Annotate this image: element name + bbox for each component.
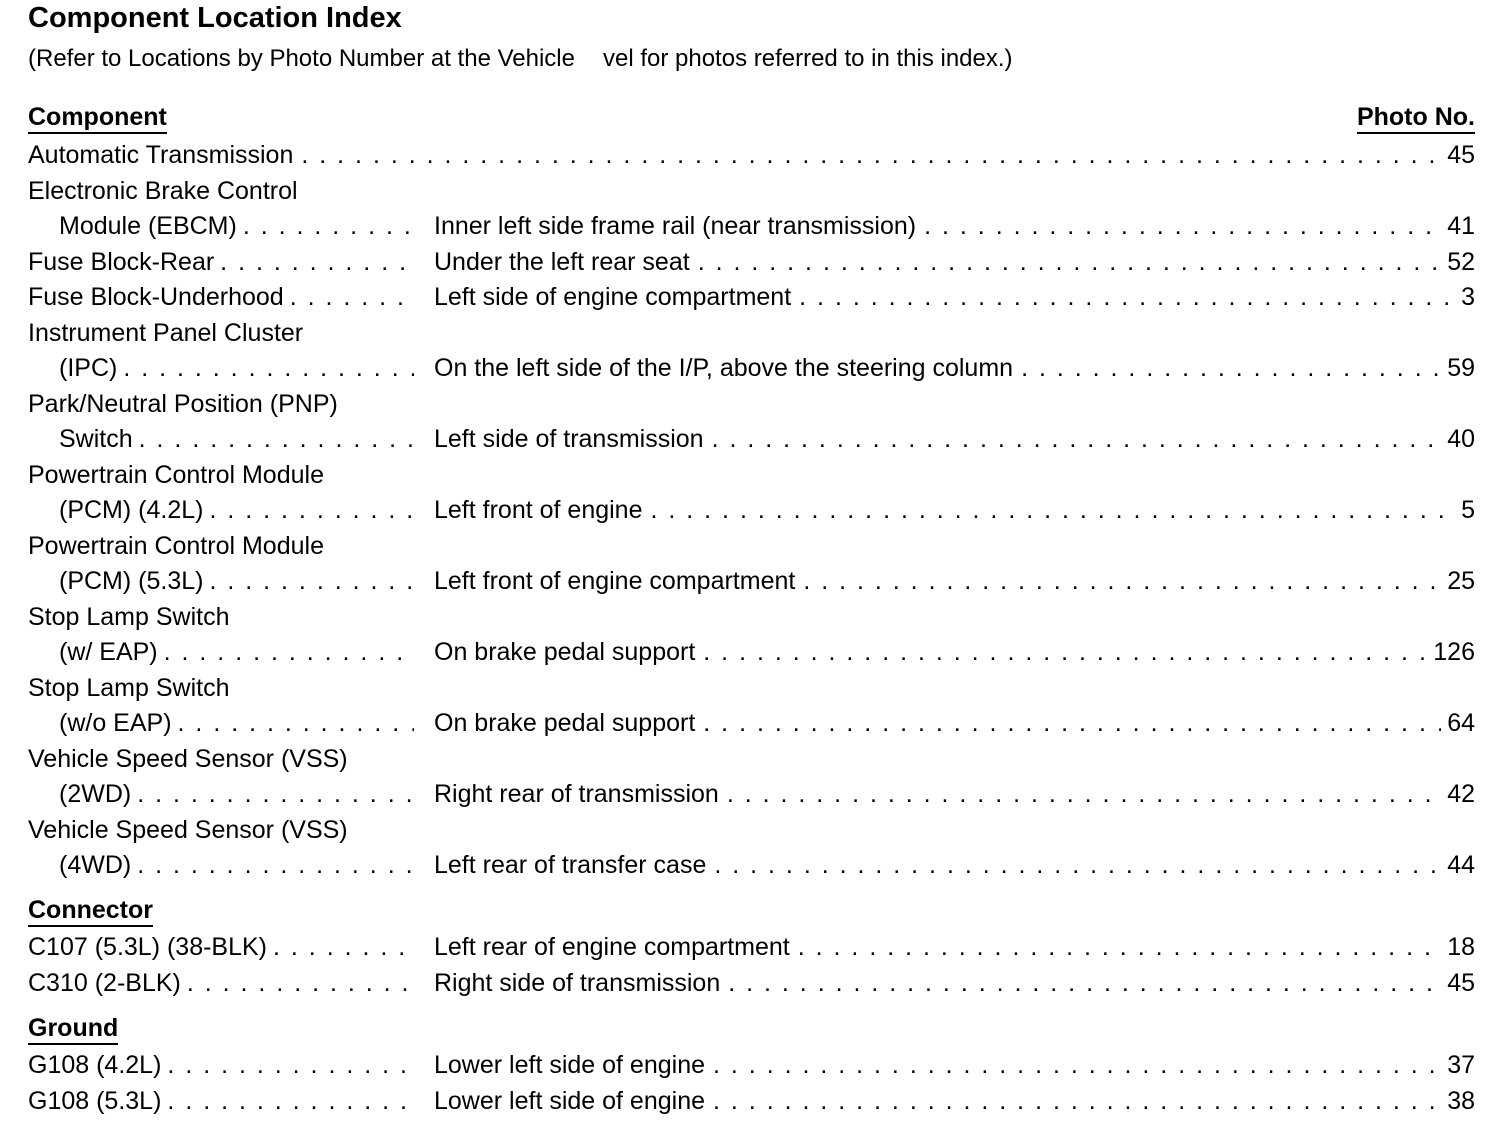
index-entry [28,1048,1475,1084]
index-line [28,493,1475,529]
component-entry [28,138,1475,174]
ground-header [28,1013,1475,1047]
index-line [28,1084,1475,1120]
leader-dots [243,209,414,245]
name-cell [28,966,414,1002]
component-entry [28,813,1475,884]
subtitle-part-b: vel for photos referred to in this index.) [602,45,1013,72]
name-cell [28,1048,414,1084]
photo-number: 37 [1447,1051,1475,1079]
leader-dots [714,848,1441,884]
page-title: Component Location Index [28,2,402,34]
leader-dots [1021,351,1441,387]
index-line [28,813,1475,849]
photo-number: 25 [1447,567,1475,595]
index-line [28,316,1475,352]
component-name: Powertrain Control Module [28,531,324,560]
page-subtitle [28,45,1013,73]
leader-dots [799,280,1455,316]
component-name: Powertrain Control Module [28,460,324,489]
index-line [28,422,1475,458]
location-cell [434,1084,1475,1120]
component-name: (w/ EAP) [59,635,164,671]
location-text: On brake pedal support [434,638,696,666]
component-name: Fuse Block-Underhood [28,280,290,316]
component-name: Fuse Block-Rear [28,245,220,281]
location-text: Inner left side frame rail (near transmission) [434,212,917,240]
component-name: Module (EBCM) [59,209,243,245]
component-name: Instrument Panel Cluster [28,318,304,347]
index-line [28,848,1475,884]
component-name: C107 (5.3L) (38-BLK) [28,930,273,966]
name-cell [59,209,414,245]
component-name: Switch [59,422,139,458]
leader-dots [798,930,1441,966]
ground-heading: Ground [28,1013,118,1045]
location-cell [434,280,1475,316]
photo-no-heading: Photo No. [1357,102,1475,134]
photo-number: 40 [1447,425,1475,453]
photo-number: 59 [1447,354,1475,382]
name-cell [59,635,414,671]
location-text: Lower left side of engine [434,1051,706,1079]
index-line [28,564,1475,600]
location-cell [434,635,1475,671]
leader-dots [301,138,1441,174]
photo-number: 5 [1461,496,1475,524]
location-text: Left front of engine compartment [434,567,796,595]
leader-dots [273,930,414,966]
photo-number: 64 [1447,709,1475,737]
leader-dots [178,706,414,742]
location-cell [434,245,1475,281]
index-line [28,966,1475,1002]
index-line [28,635,1475,671]
leader-dots [137,777,414,813]
name-cell [28,280,414,316]
index-line [28,777,1475,813]
index-line [28,351,1475,387]
leader-dots [139,422,414,458]
leader-dots [209,564,414,600]
photo-number: 42 [1447,780,1475,808]
index-line [28,387,1475,423]
name-cell [59,564,414,600]
subtitle-part-a: (Refer to Locations by Photo Number at the Vehicle [28,45,575,72]
photo-number: 18 [1447,933,1475,961]
leader-dots [803,564,1441,600]
photo-number: 41 [1447,212,1475,240]
connector-header [28,895,1475,929]
leader-dots [728,966,1441,1002]
component-name: (4WD) [59,848,137,884]
photo-number: 52 [1447,247,1475,276]
location-cell [434,706,1475,742]
component-entry [28,387,1475,458]
name-cell [59,777,414,813]
leader-dots [698,245,1441,281]
photo-number: 3 [1461,283,1475,311]
location-cell [434,493,1475,529]
location-cell [434,422,1475,458]
component-entry [28,529,1475,600]
name-cell [59,848,414,884]
component-name: Automatic Transmission [28,141,294,169]
photo-number: 38 [1447,1086,1475,1115]
component-entry [28,174,1475,245]
index-line [28,600,1475,636]
location-text: Lower left side of engine [434,1086,706,1115]
connector-heading: Connector [28,895,153,927]
index-line [28,706,1475,742]
component-name: G108 (5.3L) [28,1084,167,1120]
leader-dots [123,351,414,387]
location-cell [434,777,1475,813]
leader-dots [703,635,1427,671]
location-cell [434,848,1475,884]
component-heading: Component [28,102,167,134]
component-name: C310 (2-BLK) [28,966,187,1002]
location-cell [434,930,1475,966]
component-name: (PCM) (4.2L) [59,493,209,529]
location-text: Under the left rear seat [434,247,690,276]
component-name: Stop Lamp Switch [28,602,230,631]
location-cell [434,564,1475,600]
component-name: (2WD) [59,777,137,813]
location-text: Left rear of engine compartment [434,933,790,961]
component-entry [28,600,1475,671]
leader-dots [727,777,1441,813]
name-cell [59,706,414,742]
leader-dots [209,493,414,529]
leader-dots [290,280,414,316]
leader-dots [713,1048,1441,1084]
leader-dots [167,1048,414,1084]
component-name: (IPC) [59,351,123,387]
leader-dots [220,245,414,281]
index-entry [28,966,1475,1002]
component-entry [28,671,1475,742]
location-text: Left rear of transfer case [434,851,707,879]
component-name: G108 (4.2L) [28,1048,167,1084]
leader-dots [164,635,414,671]
index-line [28,174,1475,210]
location-cell [434,966,1475,1002]
component-name: Vehicle Speed Sensor (VSS) [28,815,348,844]
index-entry [28,1084,1475,1120]
component-name: (w/o EAP) [59,706,178,742]
component-header [28,102,1475,136]
location-cell [28,138,1475,174]
index-entry [28,930,1475,966]
location-text: Left front of engine [434,496,643,524]
location-text: Right rear of transmission [434,780,719,808]
location-cell [434,1048,1475,1084]
name-cell [59,422,414,458]
name-cell [59,493,414,529]
index-line [28,245,1475,281]
component-entry [28,458,1475,529]
location-text: On the left side of the I/P, above the steering column [434,354,1014,382]
location-cell [434,209,1475,245]
index-line [28,280,1475,316]
index-line [28,209,1475,245]
component-name: (PCM) (5.3L) [59,564,209,600]
location-text: Right side of transmission [434,968,721,997]
index-line [28,138,1475,174]
component-name: Electronic Brake Control [28,176,298,205]
photo-number: 44 [1447,851,1475,879]
photo-number: 45 [1447,968,1475,997]
leader-dots [650,493,1455,529]
index-line [28,1048,1475,1084]
index-line [28,671,1475,707]
leader-dots [924,209,1441,245]
index-line [28,930,1475,966]
name-cell [28,930,414,966]
index-line [28,529,1475,565]
component-entry [28,280,1475,316]
leader-dots [712,422,1442,458]
index-line [28,742,1475,778]
photo-number: 126 [1433,638,1475,666]
name-cell [28,1084,414,1120]
location-text: On brake pedal support [434,709,696,737]
leader-dots [713,1084,1441,1120]
location-text: Left side of engine compartment [434,283,792,311]
name-cell [28,245,414,281]
photo-number: 45 [1447,141,1475,169]
leader-dots [167,1084,414,1120]
component-entry [28,245,1475,281]
component-name: Vehicle Speed Sensor (VSS) [28,744,348,773]
leader-dots [137,848,414,884]
location-text: Left side of transmission [434,425,704,453]
component-entry [28,316,1475,387]
component-entry [28,742,1475,813]
component-name: Park/Neutral Position (PNP) [28,389,338,418]
component-name: Stop Lamp Switch [28,673,230,702]
index-line [28,458,1475,494]
leader-dots [187,966,414,1002]
name-cell [59,351,414,387]
location-cell [434,351,1475,387]
leader-dots [703,706,1441,742]
